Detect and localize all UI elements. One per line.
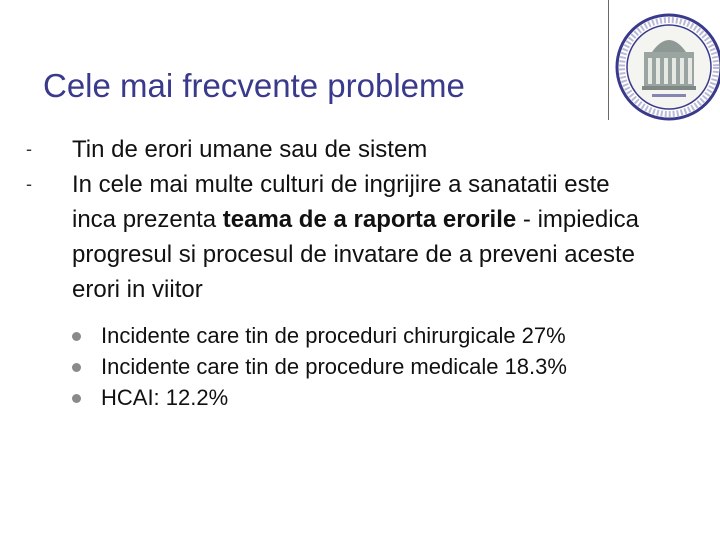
- sub-bullet-item: [0, 351, 720, 382]
- bullet-text: In cele mai multe culturi de ingrijire a sanatatii este inca prezenta: [72, 171, 610, 233]
- bullet-dot-icon: [72, 363, 81, 372]
- sub-bullet-text: HCAI: 12.2%: [101, 385, 229, 410]
- bullet-item: [0, 132, 632, 167]
- sub-bullet-list: [0, 320, 720, 413]
- slide-title: Cele mai frecvente probleme: [43, 67, 465, 104]
- bullet-text: Tin de erori umane sau de sistem: [72, 136, 428, 163]
- bullet-item: [0, 167, 647, 307]
- university-seal-icon: [614, 12, 720, 122]
- sub-bullet-item: [0, 320, 720, 351]
- sub-bullet-text: Incidente care tin de procedure medicale 18.3%: [101, 354, 567, 379]
- sub-bullet-text: Incidente care tin de proceduri chirurgicale 27%: [101, 323, 566, 348]
- sub-bullet-item: [0, 382, 720, 413]
- bullet-text-continued: - impiedica progresul si procesul de invatare de a preveni aceste erori in viitor: [72, 206, 639, 303]
- title-divider: [608, 0, 609, 120]
- bullet-marker: -: [26, 174, 32, 194]
- bullet-marker: -: [26, 139, 32, 159]
- bullet-dot-icon: [72, 332, 81, 341]
- bullet-list: [0, 132, 720, 307]
- bullet-bold-text: teama de a raporta erorile: [222, 206, 517, 233]
- bullet-dot-icon: [72, 394, 81, 403]
